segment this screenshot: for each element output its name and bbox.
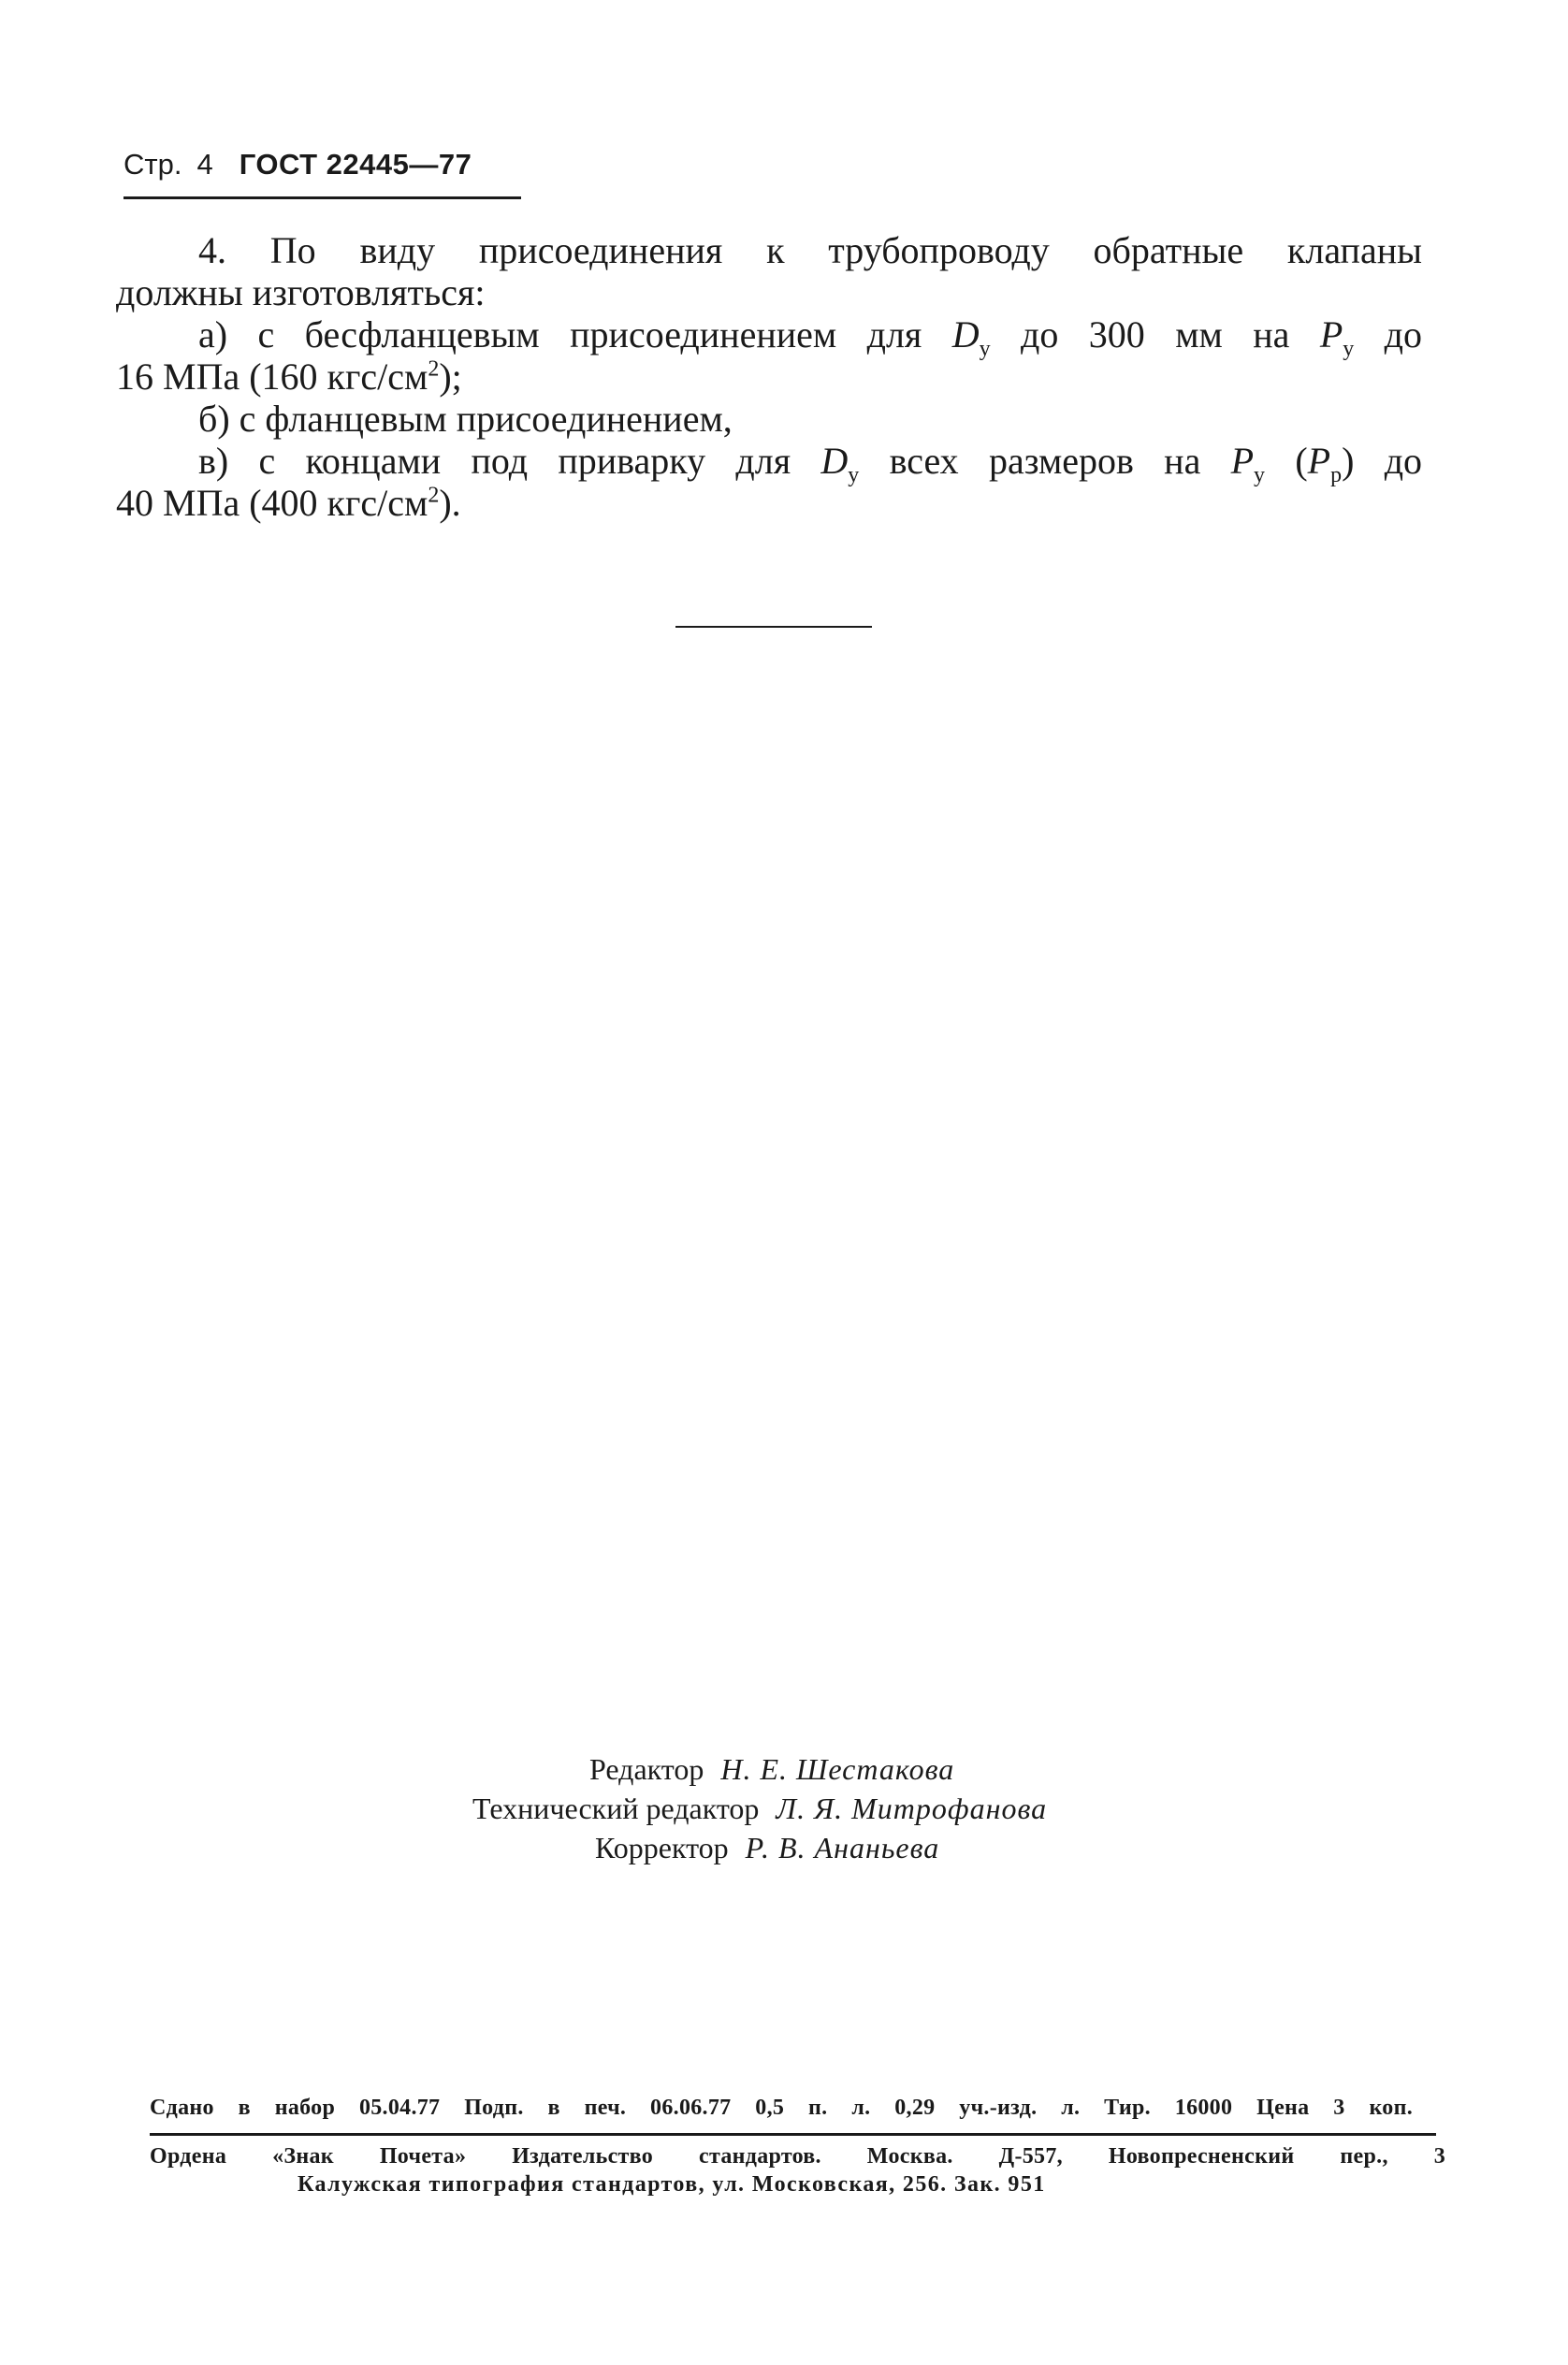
item-c-suffix: до (1384, 440, 1423, 482)
var-pr-subscript: р (1330, 463, 1343, 487)
item-a-superscript: 2 (428, 356, 440, 382)
item-c-var-d (820, 440, 860, 487)
standard-number: ГОСТ 22445—77 (239, 148, 472, 181)
item-c-var-pr (1295, 440, 1355, 487)
item-c-line-2 (116, 482, 461, 524)
credit-tech-editor (472, 1789, 1047, 1828)
item-c-var-p (1230, 440, 1266, 487)
item-c-line-1 (198, 440, 1423, 487)
proofreader-role: Корректор (595, 1831, 729, 1864)
item-a-var-p (1319, 313, 1355, 361)
var-d-symbol: D (951, 313, 980, 355)
item-a-prefix: а) с бесфланцевым присоединением для (198, 313, 922, 355)
var-p-subscript: у (1343, 337, 1355, 361)
page-header (123, 148, 472, 181)
header-rule (123, 196, 521, 199)
imprint-print-details: Сдано в набор 05.04.77 Подп. в печ. 06.06.77 0,5 п. л. 0,29 уч.-изд. л. Тир. 16000 Цена 3 коп. (150, 2096, 1413, 2120)
var-d-symbol: D (820, 440, 849, 482)
var-p-subscript: у (1254, 463, 1266, 487)
item-c-line-2-text: 40 МПа (400 кгс/см (116, 482, 428, 524)
page-number: 4 (196, 148, 213, 181)
imprint-printer: Калужская типография стандартов, ул. Московская, 256. Зак. 951 (298, 2172, 1046, 2197)
item-a-var-d (951, 313, 991, 361)
item-c-superscript: 2 (428, 483, 440, 508)
item-c-line-2-end: ). (439, 482, 461, 524)
item-c-prefix: в) с концами под приварку для (198, 440, 791, 482)
editor-role: Редактор (589, 1752, 704, 1786)
item-a-line-2-text: 16 МПа (160 кгс/см (116, 355, 428, 398)
section-separator (675, 626, 872, 628)
tech-editor-role: Технический редактор (472, 1792, 760, 1825)
item-b-line: б) с фланцевым присоединением, (198, 398, 733, 440)
imprint-rule (150, 2133, 1436, 2136)
item-a-line-1 (198, 313, 1423, 361)
item-c-mid: всех размеров на (889, 440, 1201, 482)
proofreader-name: Р. В. Ананьева (745, 1831, 940, 1864)
item-a-line-2-end: ); (439, 355, 462, 398)
tech-editor-name: Л. Я. Митрофанова (776, 1792, 1048, 1825)
paragraph-4-line-2: должны изготовляться: (116, 271, 486, 313)
var-p-symbol: P (1230, 440, 1255, 482)
credit-editor (589, 1749, 954, 1789)
page-label: Стр. (123, 148, 182, 181)
paren-open: ( (1295, 440, 1308, 482)
imprint-publisher: Ордена «Знак Почета» Издательство стандартов. Москва. Д-557, Новопресненский пер., 3 (150, 2144, 1445, 2169)
item-a-mid: до 300 мм на (1021, 313, 1290, 355)
editor-name: Н. Е. Шестакова (720, 1752, 955, 1786)
var-pr-symbol: P (1307, 440, 1331, 482)
item-a-suffix: до (1384, 313, 1423, 355)
var-d-subscript: у (848, 463, 860, 487)
item-a-line-2 (116, 355, 462, 398)
var-p-symbol: P (1319, 313, 1343, 355)
credit-proofreader (595, 1828, 939, 1867)
paren-close: ) (1342, 440, 1355, 482)
paragraph-4-line-1: 4. По виду присоединения к трубопроводу обратные клапаны (198, 229, 1422, 271)
var-d-subscript: у (979, 337, 991, 361)
